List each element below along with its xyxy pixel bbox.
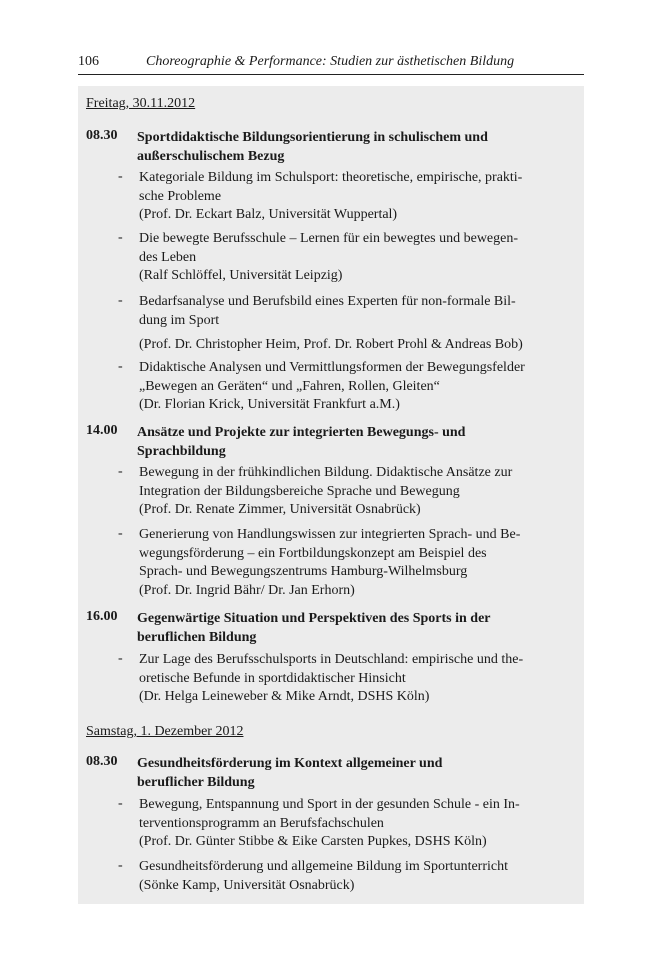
list-bullet: - — [118, 796, 123, 811]
list-item: Kategoriale Bildung im Schulsport: theoretische, empirische, prakti- sche Probleme (Prof. Dr. Eckart Balz, Universität Wuppertal) — [139, 170, 523, 223]
session-title: Sportdidaktische Bildungsorientierung in schulischem und außerschulischem Bezug — [137, 130, 488, 164]
page-number: 106 — [78, 54, 99, 69]
list-bullet: - — [118, 858, 123, 873]
list-bullet: - — [118, 293, 123, 308]
session-time: 08.30 — [86, 754, 118, 769]
list-item: Bedarfsanalyse und Berufsbild eines Experten für non-formale Bil- dung im Sport — [139, 294, 516, 328]
session-time: 14.00 — [86, 423, 118, 438]
list-item: Gesundheitsförderung und allgemeine Bildung im Sportunterricht (Sönke Kamp, Universität Osnabrück) — [139, 859, 508, 893]
list-bullet: - — [118, 359, 123, 374]
list-item: Die bewegte Berufsschule – Lernen für ein bewegtes und bewegen- des Leben (Ralf Schlöffel, Universität Leipzig) — [139, 231, 519, 284]
list-bullet: - — [118, 230, 123, 245]
list-bullet: - — [118, 651, 123, 666]
list-item: Generierung von Handlungswissen zur integrierten Sprach- und Be- wegungsförderung – ein Fortbildungskonzept am Beispiel des Sprach- und Bewegungszentrums Hamburg-Wilhelmsburg (Prof. Dr. Ingrid Bähr/ Dr. Jan Erhorn) — [139, 527, 521, 598]
running-title: Choreographie & Performance: Studien zur ästhetischen Bildung — [146, 54, 515, 69]
list-item: Didaktische Analysen und Vermittlungsformen der Bewegungsfelder „Bewegen an Geräten“ und „Fahren, Rollen, Gleiten“ (Dr. Florian Krick, Universität Frankfurt a.M.) — [139, 360, 525, 413]
list-item-authors: (Prof. Dr. Christopher Heim, Prof. Dr. Robert Prohl & Andreas Bob) — [139, 337, 523, 352]
list-bullet: - — [118, 464, 123, 479]
list-item: Bewegung in der frühkindlichen Bildung. Didaktische Ansätze zur Integration der Bildungsbereiche Sprache und Bewegung (Prof. Dr. Renate Zimmer, Universität Osnabrück) — [139, 465, 513, 518]
list-item: Bewegung, Entspannung und Sport in der gesunden Schule - ein In- terventionsprogramm an Berufsfachschulen (Prof. Dr. Günter Stibbe & Eike Carsten Pupkes, DSHS Köln) — [139, 797, 520, 850]
list-bullet: - — [118, 526, 123, 541]
session-title: Gesundheitsförderung im Kontext allgemeiner und beruflicher Bildung — [137, 756, 443, 790]
list-item: Zur Lage des Berufsschulsports in Deutschland: empirische und the- oretische Befunde in sportdidaktischer Hinsicht (Dr. Helga Leineweber & Mike Arndt, DSHS Köln) — [139, 652, 524, 705]
day-heading: Samstag, 1. Dezember 2012 — [86, 724, 244, 739]
session-title: Gegenwärtige Situation und Perspektiven des Sports in der beruflichen Bildung — [137, 611, 491, 645]
running-header — [78, 52, 584, 75]
list-bullet: - — [118, 169, 123, 184]
session-time: 16.00 — [86, 609, 118, 624]
session-title: Ansätze und Projekte zur integrierten Bewegungs- und Sprachbildung — [137, 425, 466, 459]
session-time: 08.30 — [86, 128, 118, 143]
day-heading: Freitag, 30.11.2012 — [86, 96, 196, 111]
